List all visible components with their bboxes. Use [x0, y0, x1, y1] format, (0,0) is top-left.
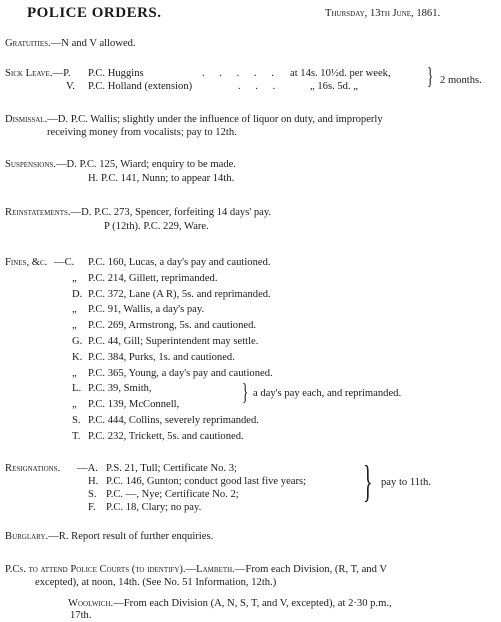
- reinstatements-heading: Reinstatements.: [5, 207, 71, 218]
- fines-brace: }: [242, 380, 249, 406]
- woolwich-tail: 17th.: [70, 610, 92, 621]
- woolwich-text: —From each Division (A, N, S, T, and V, excepted), at 2·30 p.m.,: [113, 598, 392, 609]
- fines-division-mark: G.: [72, 336, 83, 347]
- resignations-bracket-note: pay to 11th.: [381, 477, 431, 488]
- police-courts-line-1: [5, 563, 387, 576]
- sick-leave-dots-2: . . .: [238, 81, 282, 92]
- woolwich-line: [68, 597, 392, 610]
- fines-row-text: P.C. 384, Purks, 1s. and cautioned.: [88, 351, 235, 363]
- fines-division-mark: „: [72, 320, 77, 332]
- sick-leave-rate-1: at 14s. 10½d. per week,: [290, 68, 391, 79]
- suspensions-line-1: [5, 158, 236, 171]
- fines-division-mark: „: [72, 399, 77, 411]
- fines-row-text: P.C. 44, Gill; Superintendent may settle.: [88, 336, 259, 347]
- lambeth-label: —Lambeth.: [185, 564, 235, 575]
- sick-leave-brace: }: [427, 64, 434, 90]
- fines-division-mark: „: [72, 272, 77, 284]
- burglary-heading: Burglary.: [5, 531, 49, 542]
- dismissal-heading: Dismissal.: [5, 114, 48, 125]
- fines-row-text: P.C. 232, Trickett, 5s. and cautioned.: [88, 430, 244, 442]
- fines-row-text: P.C. 214, Gillett, reprimanded.: [88, 272, 218, 284]
- reinstatements-line-1: [5, 206, 271, 219]
- fines-row-text: P.C. 91, Wallis, a day's pay.: [88, 304, 205, 316]
- sick-leave-name-2: P.C. Holland (extension): [88, 81, 193, 92]
- fines-row-text: P.C. 269, Armstrong, 5s. and cautioned.: [88, 320, 257, 332]
- fines-row-text: P.C. 365, Young, a day's pay and cautioned.: [88, 367, 273, 379]
- resignations-row-text: P.S. 21, Tull; Certificate No. 3;: [106, 463, 237, 474]
- resignations-row-text: P.C. 18, Clary; no pay.: [106, 502, 202, 513]
- fines-heading: Fines, &c.: [5, 257, 48, 268]
- dismissal-text-2: receiving money from vocalists; pay to 12th.: [47, 127, 237, 138]
- fines-division-mark: K.: [72, 351, 83, 363]
- dismissal-line-1: [5, 113, 383, 126]
- sick-leave-dots-1: . . . . .: [202, 68, 280, 79]
- burglary-entry: [5, 530, 213, 543]
- sick-leave-prefix-1: —P.: [52, 68, 71, 79]
- resignations-division-mark: H.: [88, 476, 99, 487]
- fines-division-mark: „: [72, 304, 77, 316]
- page-title: POLICE ORDERS.: [27, 5, 162, 21]
- reinstatements-text-1: —D. P.C. 273, Spencer, forfeiting 14 days' pay.: [70, 207, 272, 218]
- dismissal-text-1: —D. P.C. Wallis; slightly under the influence of liquor on duty, and improperly: [47, 114, 383, 125]
- sick-leave-rate-2: „ 16s. 5d. „: [310, 81, 358, 92]
- suspensions-heading: Suspensions.: [5, 159, 56, 170]
- sick-leave-line-1: [5, 67, 70, 80]
- resignations-division-mark: —A.: [77, 463, 98, 474]
- resignations-row-text: P.C. 146, Gunton; conduct good last five years;: [106, 476, 307, 487]
- sick-leave-duration: 2 months.: [440, 75, 482, 86]
- fines-row-text: P.C. 160, Lucas, a day's pay and cautioned.: [88, 257, 271, 268]
- resignations-division-mark: F.: [88, 502, 96, 513]
- police-courts-heading: P.Cs. to attend Police Courts (to identify).: [5, 564, 186, 575]
- resignations-division-mark: S.: [88, 489, 97, 500]
- suspensions-text-1: —D. P.C. 125, Wiard; enquiry to be made.: [55, 159, 236, 170]
- fines-row-text: P.C. 372, Lane (A R), 5s. and reprimanded.: [88, 288, 271, 300]
- woolwich-label: Woolwich.: [68, 598, 114, 609]
- fines-row-text: P.C. 39, Smith,: [88, 383, 152, 395]
- gratuities-heading: Gratuities.: [5, 38, 51, 49]
- fines-row-text: P.C. 444, Collins, severely reprimanded.: [88, 415, 259, 426]
- fines-division-mark: S.: [72, 415, 81, 426]
- fines-division-mark: D.: [72, 288, 83, 300]
- sick-leave-prefix-2: V.: [66, 81, 75, 92]
- fines-division-mark: —C.: [54, 257, 75, 268]
- sick-leave-heading: Sick Leave.: [5, 68, 53, 79]
- fines-row-text: P.C. 139, McConnell,: [88, 399, 180, 411]
- fines-division-mark: L.: [72, 383, 82, 395]
- fines-division-mark: „: [72, 367, 77, 379]
- fines-bracket-note: a day's pay each, and reprimanded.: [253, 388, 402, 399]
- burglary-text: —R. Report result of further enquiries.: [48, 531, 214, 542]
- lambeth-text-2: excepted), at noon, 14th. (See No. 51 Information, 12th.): [35, 577, 277, 588]
- resignations-row-text: P.C. —, Nye; Certificate No. 2;: [106, 489, 239, 500]
- suspensions-text-2: H. P.C. 141, Nunn; to appear 14th.: [88, 173, 235, 184]
- sick-leave-name-1: P.C. Huggins: [88, 68, 144, 79]
- gratuities-entry: [5, 37, 136, 50]
- fines-division-mark: T.: [72, 430, 81, 442]
- reinstatements-text-2: P (12th). P.C. 229, Ware.: [104, 221, 209, 232]
- resignations-brace: }: [363, 457, 373, 506]
- resignations-heading: Resignations.: [5, 463, 61, 474]
- page-date: Thursday, 13th June, 1861.: [325, 8, 441, 19]
- lambeth-text-1: —From each Division, (R, T, and V: [234, 564, 387, 575]
- gratuities-text: —N and V allowed.: [50, 38, 136, 49]
